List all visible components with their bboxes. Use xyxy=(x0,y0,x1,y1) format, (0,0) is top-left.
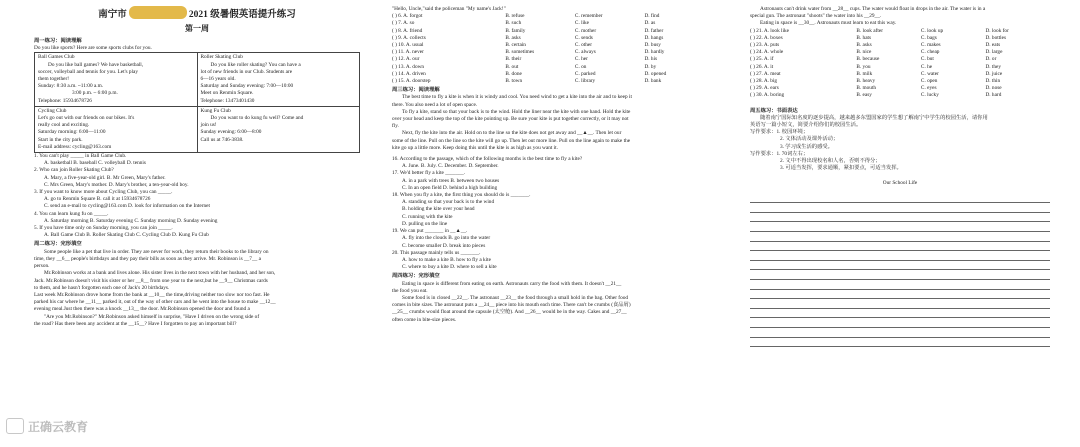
cloze2-line: __25__ crumbs would float around the capsule (太空舱). And __26__ would be in the way. Cakes and __27__ xyxy=(392,309,627,316)
choice-number: ( ) 27. A. meat xyxy=(750,70,781,77)
choice-number: ( ) 14. A. driven xyxy=(392,70,426,77)
choice-number: ( ) 23. A. puts xyxy=(750,42,780,49)
choice-row xyxy=(750,85,1050,92)
choice-option: B. asks xyxy=(856,42,872,49)
choice-option: D. as xyxy=(644,20,656,27)
club-line: Do you like ball games? We have basketball, xyxy=(48,61,144,68)
essay-title: Our School Life xyxy=(882,180,918,187)
choice-option: C. sends xyxy=(574,34,593,41)
cloze2-line: Astronauts can't drink water from __28__ cups. The water would float in drops in the air. The water is in a xyxy=(760,6,986,12)
ruled-line[interactable] xyxy=(750,270,1050,280)
choice-option: B. you xyxy=(856,63,871,70)
question-4: 4. You can learn kung fu on _____. xyxy=(34,210,109,217)
choice-option: B. heavy xyxy=(856,78,876,85)
options: C. become smaller D. break into pieces xyxy=(402,242,486,249)
section-friday: 周五练习：书面表达 xyxy=(750,107,798,114)
options: C. In an open field D. behind a high building xyxy=(402,184,498,191)
reading-line: some of the line. Pull on the line so the kite will go up. Then let out more line. Pull on the line again to make the xyxy=(392,137,631,144)
club-line: Sunday evening: 6:00—8:00 xyxy=(200,129,262,136)
choice-option: D. his xyxy=(644,56,658,63)
club-name: Kung Fu Club xyxy=(200,107,231,114)
cloze-line: "Are you Mr.Robinson?" Mr.Robinson asked himself in surprise, "Have I driven on the wrong side of xyxy=(44,313,260,320)
writing-line: 写作要求：1. 70词左右； xyxy=(750,150,809,157)
title-text: 2021 级暑假英语提升练习 xyxy=(188,10,296,20)
section-wednesday: 周三练习：阅读理解 xyxy=(392,87,440,94)
choice-row xyxy=(392,56,714,63)
cloze2-line: Eating in space is different from eating on earth. Astronauts carry the food with them. It doesn't __21__ xyxy=(402,280,622,287)
choice-option: D. nose xyxy=(985,85,1002,92)
choice-option: D. hard xyxy=(985,92,1002,99)
cloze2-line: Eating in space is __30__. Astronauts must learn to eat this way. xyxy=(760,20,897,27)
question-20: 20. This passage mainly tells us _______. xyxy=(392,249,481,256)
club-line: Let's go out with our friends on our bikes. It's xyxy=(38,115,135,122)
reading-line: fly. xyxy=(392,123,399,130)
choice-option: C. but xyxy=(920,56,934,63)
question-2: 2. Who can join Roller Skating Club? xyxy=(34,167,114,174)
choice-option: B. out xyxy=(505,63,519,70)
club-table xyxy=(34,52,360,153)
choice-number: ( ) 26. A. it xyxy=(750,63,774,70)
question-19: 19. We can put _______ in __▲__. xyxy=(392,228,468,235)
question-17: 17. We'd better fly a kite _______. xyxy=(392,170,466,177)
ruled-line[interactable] xyxy=(750,251,1050,261)
club-phone: Telephone: 15934678726 xyxy=(38,97,92,104)
cloze-line: Jack. Mr.Robinson doesn't visit his sister or her __8__ from one year to the next,but he __9__ Christmas cards xyxy=(34,277,268,284)
choice-option: B. certain xyxy=(505,42,526,49)
choice-number: ( ) 11. A. never xyxy=(392,49,424,56)
choice-row xyxy=(750,42,1050,49)
writing-line: 英语写一篇小短文，简要介绍你们的校园生活。 xyxy=(750,122,862,129)
choice-option: C. other xyxy=(574,42,592,49)
choice-row xyxy=(750,28,1050,35)
club-line: really cool and exciting. xyxy=(38,122,90,129)
cloze-line: person. xyxy=(34,263,50,270)
column-middle xyxy=(392,6,714,444)
choice-row xyxy=(392,20,714,27)
ball-club-cell xyxy=(35,53,198,106)
choice-option: D. bottles xyxy=(985,34,1007,41)
question-3: 3. If you want to know more about Cycling Club, you can _____. xyxy=(34,189,173,196)
options: C. where to buy a kite D. where to sell a kite xyxy=(402,264,497,271)
choice-option: C. eyes xyxy=(920,85,937,92)
writing-line: 3. 学习成生活的感受。 xyxy=(780,143,833,150)
logo-blob xyxy=(129,6,187,19)
choice-option: B. mouth xyxy=(856,85,877,92)
choice-option: D. eats xyxy=(985,42,1001,49)
choice-option: B. easy xyxy=(856,92,872,99)
choice-option: D. father xyxy=(644,27,664,34)
choice-option: B. nice xyxy=(856,49,872,56)
choice-option: D. thin xyxy=(985,78,1001,85)
ruled-line[interactable] xyxy=(750,290,1050,300)
options: A. Saturday morning B. Saturday evening C. Sunday morning D. Sunday evening xyxy=(44,217,218,224)
choice-row xyxy=(392,42,714,49)
options: C. send an e-mail to cycling@163.com D. look for information on the Internet xyxy=(44,203,210,210)
cloze-line: parked his car where he __11__ parked it, out of the way of other cars and he went into the house to make __12__ xyxy=(34,299,276,306)
choice-option: B. done xyxy=(505,70,522,77)
choices-6-15 xyxy=(392,13,714,85)
club-line: Meet on Renmin Square. xyxy=(200,90,254,97)
writing-line: 3. 可适当发挥，要求通顺，紧扣要点，可适当发挥。 xyxy=(780,165,902,172)
club-line: Saturday morning: 6:00—11:00 xyxy=(38,129,106,136)
options: C. running with the kite xyxy=(402,213,453,220)
question-1: 1. You can't play _____ in Ball Game Club. xyxy=(34,153,127,160)
choice-row xyxy=(750,92,1050,99)
ruled-line[interactable] xyxy=(750,194,1050,204)
writing-line: 2. 文中不得出现校名和人名，否则不得分； xyxy=(780,158,881,165)
choice-option: C. always xyxy=(574,49,596,56)
choice-number: ( ) 24. A. whole xyxy=(750,49,784,56)
options: D. pulling on the line xyxy=(402,220,448,227)
club-line: Do you want to do kung fu well? Come and xyxy=(210,115,304,122)
choice-row xyxy=(392,49,714,56)
choice-number: ( ) 10. A. usual xyxy=(392,42,424,49)
choice-option: C. parked xyxy=(574,70,596,77)
choice-number: ( ) 7. A. so xyxy=(392,20,415,27)
choice-option: D. large xyxy=(985,49,1003,56)
title-city: 南宁市 xyxy=(98,10,127,20)
page-title xyxy=(34,6,360,22)
options: A. Mary, a five-year-old girl. B. Mr Green, Mary's father. xyxy=(44,174,166,181)
choice-option: C. look up xyxy=(920,27,944,34)
cloze2-line: comes in bite sizes. The astronaut puts a __24__ piece into his mouth each time. There can't be crumbs (食品屑) xyxy=(392,302,631,309)
cloze-line: time, they __6__ people's birthdays and they pay their bills as soon as they arrive. Mr. Robinson is __7__ a xyxy=(34,255,261,262)
question-18: 18. When you fly a kite, the first thing you should do is _______. xyxy=(392,192,531,199)
question-5: 5. If you have time only on Sunday morning, you can join _____. xyxy=(34,225,173,232)
roller-club-cell xyxy=(197,53,360,106)
choice-option: C. library xyxy=(574,78,596,85)
choice-row xyxy=(750,78,1050,85)
writing-line: 写作要求：1. 校园环境； xyxy=(750,129,809,136)
club-line: lot of new friends in our Club. Students are xyxy=(200,68,293,75)
choice-number: ( ) 22. A. boxes xyxy=(750,34,783,41)
choice-number: ( ) 15. A. doorstep xyxy=(392,78,431,85)
choice-option: D. juice xyxy=(985,70,1003,77)
section-tuesday: 周二练习：完形填空 xyxy=(34,241,82,248)
choice-option: D. hangs xyxy=(644,34,664,41)
choice-number: ( ) 9. A. collects xyxy=(392,34,426,41)
reading-line: The best time to fly a kite is when it is windy and cool. You need wind to get a kite into the air and to keep it xyxy=(402,94,632,101)
options: A. June. B. July. C. December. D. September. xyxy=(402,163,499,170)
cloze-line: evening meal.Just then there was a knock __13__ the door. Mr.Robinson opened the door and found a xyxy=(34,306,250,313)
ruled-line[interactable] xyxy=(750,242,1050,252)
cloze-line: Last week Mr.Robinson drove home from the bank at __10__ the time,driving neither too slow nor too fast. He xyxy=(34,291,270,298)
choice-option: D. busy xyxy=(644,42,661,49)
writing-lines[interactable] xyxy=(750,194,1050,348)
cloze-line: Mr.Robinson works at a bank and lives alone. His sister lives in the next town with her husband, and her son, xyxy=(44,270,276,277)
ruled-line[interactable] xyxy=(750,309,1050,319)
choice-option: D. or xyxy=(985,56,997,63)
options: B. holding the kite over your head xyxy=(402,206,475,213)
cloze-line: to them, and he hasn't forgotten each one of Jack's 20 birthdays. xyxy=(34,284,170,291)
choice-row xyxy=(392,13,714,20)
choice-row xyxy=(392,71,714,78)
choice-option: B. look after xyxy=(856,27,883,34)
choice-row xyxy=(750,71,1050,78)
choice-number: ( ) 30. A. boring xyxy=(750,92,785,99)
choice-row xyxy=(392,64,714,71)
club-line: 3:00 p.m. ~ 6:00 p.m. xyxy=(72,90,118,97)
watermark-logo-icon xyxy=(6,418,24,434)
choice-number: ( ) 13. A. down xyxy=(392,63,425,70)
choice-number: ( ) 12. A. our xyxy=(392,56,420,63)
club-name: Cycling Club xyxy=(38,107,67,114)
ruled-line[interactable] xyxy=(750,213,1050,223)
reading-line: To fly a kite, stand so that your back is to the wind. Hold the liner near the kite with one hand. Hold the kite xyxy=(402,108,631,115)
choice-option: B. milk xyxy=(856,70,873,77)
choice-row xyxy=(750,35,1050,42)
ruled-line[interactable] xyxy=(750,222,1050,232)
ruled-line[interactable] xyxy=(750,261,1050,271)
choice-row xyxy=(392,28,714,35)
reading-line: there. You also need a lot of open space. xyxy=(392,101,478,108)
cloze2-line: often come in bite-size pieces. xyxy=(392,316,457,323)
choice-option: C. like xyxy=(574,20,590,27)
choice-row xyxy=(392,78,714,85)
club-line: soccer, volleyball and tennis for you. Let's play xyxy=(38,68,139,75)
choice-number: ( ) 29. A. ears xyxy=(750,85,779,92)
club-line: Saturday and Sunday evening: 7:00—10:00 xyxy=(200,83,294,90)
choice-row xyxy=(750,64,1050,71)
column-left xyxy=(34,6,360,444)
choice-option: C. remember xyxy=(574,13,603,20)
dialog-line: "Hello, Uncle,"said the policeman "My name's Jack!" xyxy=(392,6,506,12)
club-line: 6—16 years old. xyxy=(200,76,236,83)
club-phone: Telephone: 13473401430 xyxy=(200,97,255,104)
choice-option: C. on xyxy=(574,63,587,70)
ruled-line[interactable] xyxy=(750,280,1050,290)
cloze2-line: Some food is in closed __22__. The astronaut __23__ the food through a small hold in the bag. Other food xyxy=(402,294,629,301)
choice-option: B. town xyxy=(505,78,523,85)
club-line: them together! xyxy=(38,76,70,83)
options: A. Ball Game Club B. Roller Skating Club C. Cycling Club D. Kung Fu Club xyxy=(44,232,209,239)
reading-line: kite go up a little more. Keep doing this until the kite is as high as you want it. xyxy=(392,144,558,151)
ruled-line[interactable] xyxy=(750,232,1050,242)
choice-option: C. bags xyxy=(920,34,937,41)
choice-option: C. open xyxy=(920,78,938,85)
options: A. fly into the clouds B. go into the water xyxy=(402,235,491,242)
choice-row xyxy=(392,35,714,42)
choice-option: C. makes xyxy=(920,42,941,49)
ruled-line[interactable] xyxy=(750,299,1050,309)
choice-option: B. family xyxy=(505,27,526,34)
ruled-line[interactable] xyxy=(750,318,1050,328)
week-heading: 第一周 xyxy=(185,24,209,33)
choice-option: D. bank xyxy=(644,78,662,85)
choice-number: ( ) 8. A. friend xyxy=(392,27,423,34)
options: A. go to Renmin Square B. call it at 15934678726 xyxy=(44,196,151,203)
choice-option: C. water xyxy=(920,70,939,77)
choice-option: B. such xyxy=(505,20,522,27)
cloze2-line: the food you eat. xyxy=(392,287,428,294)
ruled-line[interactable] xyxy=(750,203,1050,213)
club-line: Sunday: 8:30 a.m. ~11:00 a.m. xyxy=(38,83,104,90)
choice-option: C. mother xyxy=(574,27,597,34)
choice-option: D. find xyxy=(644,13,660,20)
choice-option: B. sometimes xyxy=(505,49,535,56)
kungfu-club-cell xyxy=(197,106,360,152)
options: A. basketball B. baseball C. volleyball D. tennis xyxy=(44,160,146,167)
writing-line: 2. 文体活动及课外活动； xyxy=(780,136,839,143)
choice-option: C. he xyxy=(920,63,933,70)
ruled-line[interactable] xyxy=(750,328,1050,338)
choice-number: ( ) 6. A. forgot xyxy=(392,13,423,20)
club-line: join us! xyxy=(200,122,217,129)
watermark xyxy=(6,418,88,435)
cloze-line: Some people like a pet that live in order. They are never for work, they return their books to the library on xyxy=(44,248,269,255)
club-phone: Call us at 746-3838. xyxy=(200,136,244,143)
choice-number: ( ) 28. A. big xyxy=(750,78,778,85)
choice-option: B. because xyxy=(856,56,880,63)
choice-row xyxy=(750,56,1050,63)
choices-21-30 xyxy=(750,28,1050,100)
choice-option: B. hats xyxy=(856,34,872,41)
choice-option: C. her xyxy=(574,56,588,63)
choice-option: B. refuse xyxy=(505,13,525,20)
question-16: 16. According to the passage, which of the following months is the best time to fly a kite? xyxy=(392,156,583,163)
cloze-line: the road? Has there been any accident at the __15__? Have I forgotten to pay an important bill? xyxy=(34,320,237,327)
choice-option: D. hardly xyxy=(644,49,665,56)
watermark-text: 正确云教育 xyxy=(28,420,89,434)
choice-option: C. cheap xyxy=(920,49,940,56)
reading-line: over your head and keep the top of the kite pointing up. Be sure your kite is put together correctly, or it may not xyxy=(392,116,629,123)
choice-option: C. lucky xyxy=(920,92,939,99)
cycling-club-cell xyxy=(35,106,198,152)
options: C. Mrs Green, Mary's mother. D. Mary's brother, a ten-year-old boy. xyxy=(44,181,189,188)
cloze2-line: special gun. The astronaut "shoots" the water into his __29__. xyxy=(750,13,882,20)
choice-number: ( ) 25. A. if xyxy=(750,56,774,63)
choice-option: D. opened xyxy=(644,70,667,77)
choice-option: D. look for xyxy=(985,27,1009,34)
choice-number: ( ) 21. A. look like xyxy=(750,27,789,34)
club-line: Do you like roller skating? You can have a xyxy=(210,61,301,68)
choice-option: B. asks xyxy=(505,34,521,41)
section-thursday: 周四练习：完形填空 xyxy=(392,273,440,280)
options: A. how to make a kite B. how to fly a kite xyxy=(402,256,491,263)
reading-line: Next, fly the kite into the air. Hold on to the line so the kite does not get away and __▲__. Then let our xyxy=(402,130,622,137)
club-line: Start in the city park. xyxy=(38,136,83,143)
column-right xyxy=(750,6,1050,444)
ruled-line[interactable] xyxy=(750,338,1050,348)
club-name: Ball Games Club xyxy=(38,54,75,61)
options: A. standing so that your back is to the wind xyxy=(402,199,495,206)
club-name: Roller Skating Club xyxy=(200,54,243,61)
intro-text: Do you like sports? Here are some sports clubs for you. xyxy=(34,45,152,52)
choice-option: D. by xyxy=(644,63,657,70)
choice-option: B. their xyxy=(505,56,522,63)
section-monday: 周一练习：阅读理解 xyxy=(34,38,82,44)
choice-option: D. they xyxy=(985,63,1002,70)
choice-row xyxy=(750,49,1050,56)
writing-line: 随着南宁国际知名度的逐步提高，越来越多东盟国家的学生想了解南宁中学生的校园生活，请你用 xyxy=(760,114,988,121)
club-email: E-mail address: cycling@163.com xyxy=(38,143,112,150)
options: A. in a park with trees B. between two houses xyxy=(402,177,500,184)
